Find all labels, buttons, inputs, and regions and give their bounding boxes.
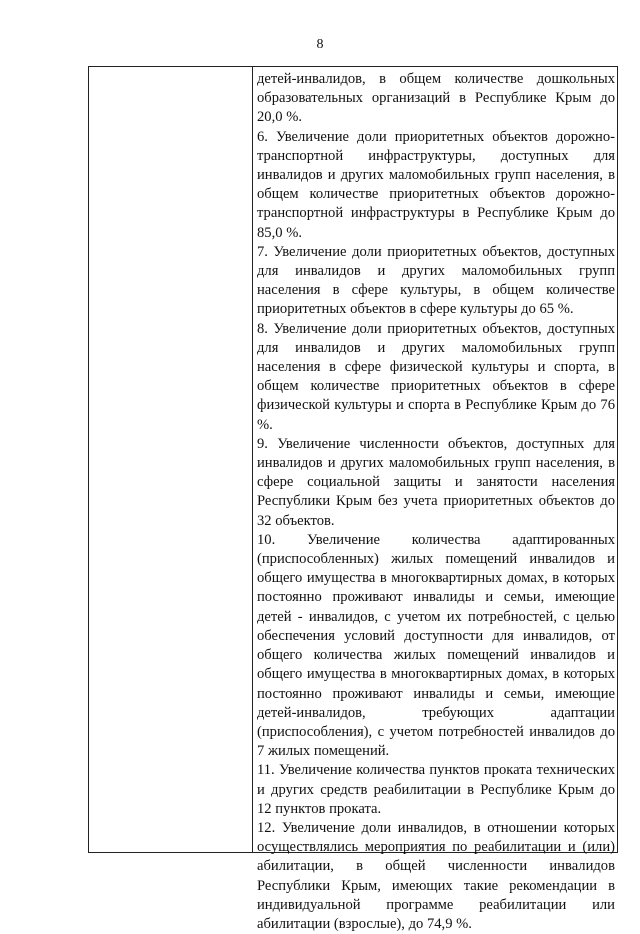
page-number: 8 bbox=[316, 37, 324, 52]
paragraph-item-10: 10. Увеличение количества адаптированных (приспособленных) жилых помещений инвалидов и общего имущества в многоквартирных домах, в которых постоянно проживают инвалиды и семьи, имеющие детей - инвалидов, с учетом их потребностей, с целью обеспечения условий доступности для инвалидов, от общего количества жилых помещений инвалидов и общего имущества в многоквартирных домах, в которых постоянно проживают инвалиды и семьи, имеющие детей-инвалидов, требующих адаптации (приспособления), с учетом потребностей инвалидов до 7 жилых помещений. bbox=[257, 531, 615, 760]
paragraph-item-6: 6. Увеличение доли приоритетных объектов дорожно-транспортной инфраструктуры, доступных для инвалидов и других маломобильных групп населения, в общем количестве приоритетных объектов дорожно-транспортной инфраструктуры в Республике Крым до 85,0 %. bbox=[257, 128, 615, 241]
document-table bbox=[88, 66, 618, 932]
table-cell-content bbox=[257, 70, 615, 934]
paragraph-item-7: 7. Увеличение доли приоритетных объектов, доступных для инвалидов и других маломобильных групп населения в сфере культуры, в общем количестве приоритетных объектов в сфере культуры до 65 %. bbox=[257, 243, 615, 318]
column-divider bbox=[252, 67, 253, 852]
paragraph-item-11: 11. Увеличение количества пунктов проката технических и других средств реабилитации в Республике Крым до 12 пунктов проката. bbox=[257, 762, 615, 817]
paragraph-item-12: 12. Увеличение доли инвалидов, в отношении которых осуществлялись мероприятия по реабилитации и (или) абилитации, в общей численности инвалидов Республики Крым, имеющих такие рекомендации в индивидуальной программе реабилитации или абилитации (взрослые), до 74,9 %. bbox=[257, 819, 615, 932]
paragraph-item-8: 8. Увеличение доли приоритетных объектов, доступных для инвалидов и других маломобильных групп населения в сфере физической культуры и спорта, в общем количестве приоритетных объектов в сфере физической культуры и спорта в Республике Крым до 76 %. bbox=[257, 320, 615, 433]
paragraph-item-continuation: детей-инвалидов, в общем количестве дошкольных образовательных организаций в Республике Крым до 20,0 %. bbox=[257, 71, 615, 126]
paragraph-item-9: 9. Увеличение численности объектов, доступных для инвалидов и других маломобильных групп населения, в сфере социальной защиты и занятости населения Республики Крым без учета приоритетных объектов до 32 объектов. bbox=[257, 435, 615, 529]
